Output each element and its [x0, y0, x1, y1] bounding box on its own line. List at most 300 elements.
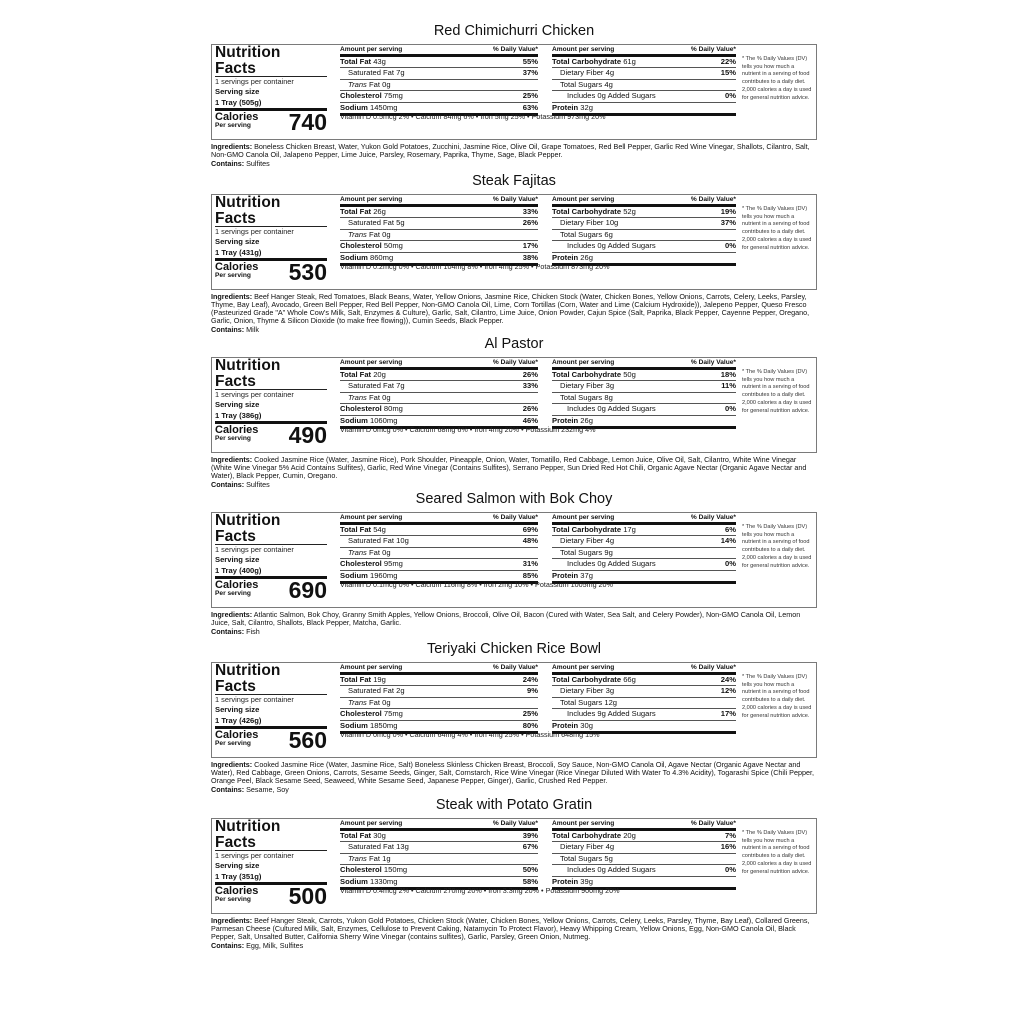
- fiber-value: 4g: [605, 68, 615, 78]
- total-carb-value: 61g: [623, 57, 636, 66]
- fat-label: Fat: [368, 547, 380, 557]
- saturated-fat-value: 2g: [396, 686, 405, 696]
- added-sugars-value: 9g: [597, 709, 606, 719]
- total-carb-value: 50g: [623, 370, 636, 379]
- cholesterol-dv: 50%: [522, 865, 538, 875]
- protein-label: Protein: [552, 570, 579, 580]
- contains-value: Sulfites: [246, 480, 270, 489]
- saturated-fat-label: Saturated Fat: [348, 218, 395, 228]
- cholesterol-label: Cholesterol: [340, 865, 382, 875]
- ingredients-label: Ingredients:: [211, 142, 253, 151]
- total-carb-value: 17g: [623, 525, 636, 534]
- protein-label: Protein: [552, 415, 579, 425]
- contains-label: Contains:: [211, 159, 245, 168]
- ingredients-text: [211, 917, 817, 941]
- serving-size-value: 1 Tray (386g): [215, 410, 327, 424]
- sugars-value: 12g: [604, 697, 618, 707]
- saturated-fat-dv: 67%: [522, 842, 538, 852]
- total-fat-row: [340, 370, 538, 381]
- includes-label: Includes: [567, 404, 596, 414]
- nutrition-heading: Nutrition: [215, 44, 281, 61]
- daily-value-header: % Daily Value*: [690, 664, 736, 671]
- calories-label: Calories: [215, 729, 259, 741]
- total-fat-value: 30g: [373, 831, 386, 840]
- fiber-row: [552, 842, 736, 853]
- carb-column: [552, 46, 736, 116]
- sodium-label: Sodium: [340, 252, 368, 262]
- calories-block: [215, 729, 327, 751]
- total-fat-row: [340, 525, 538, 536]
- meal-title: Red Chimichurri Chicken: [433, 23, 595, 39]
- trans-fat-row: [340, 393, 538, 404]
- total-fat-value: 19g: [373, 675, 386, 684]
- sugars-row: [552, 854, 736, 865]
- carb-column: [552, 820, 736, 890]
- column-header: [340, 664, 538, 675]
- total-carb-label: Total Carbohydrate: [552, 370, 622, 379]
- amount-per-serving-header: Amount per serving: [552, 820, 615, 827]
- per-serving-label: Per serving: [215, 896, 251, 903]
- fat-column: [340, 196, 538, 266]
- saturated-fat-row: [340, 536, 538, 547]
- cholesterol-label: Cholesterol: [340, 559, 382, 569]
- amount-per-serving-header: Amount per serving: [552, 46, 615, 53]
- column-header: [340, 359, 538, 370]
- total-fat-label: Total Fat: [340, 57, 372, 66]
- sodium-dv: 58%: [522, 876, 538, 886]
- fat-label: Fat: [368, 392, 380, 402]
- contains-label: Contains:: [211, 480, 245, 489]
- calories-value: 530: [288, 259, 327, 285]
- fat-label: Fat: [368, 697, 380, 707]
- total-carb-row: [552, 675, 736, 686]
- cholesterol-label: Cholesterol: [340, 709, 382, 719]
- calories-value: 690: [288, 577, 327, 603]
- total-fat-dv: 69%: [522, 525, 538, 534]
- protein-value: 39g: [580, 876, 593, 886]
- cholesterol-dv: 17%: [522, 241, 538, 251]
- sugars-value: 8g: [604, 392, 613, 402]
- sodium-value: 1060mg: [369, 415, 398, 425]
- total-fat-value: 26g: [373, 207, 386, 216]
- amount-per-serving-header: Amount per serving: [552, 664, 615, 671]
- fat-label: Fat: [368, 229, 380, 239]
- total-carb-label: Total Carbohydrate: [552, 57, 622, 66]
- total-carb-dv: 19%: [720, 207, 736, 216]
- sugars-label: Total Sugars: [560, 853, 603, 863]
- carb-column: [552, 514, 736, 584]
- nutrition-facts-panel: [211, 818, 817, 914]
- nutrition-heading: Nutrition: [215, 662, 281, 679]
- sugars-row: [552, 548, 736, 559]
- per-serving-label: Per serving: [215, 122, 251, 129]
- column-header: [552, 664, 736, 675]
- trans-label: Trans: [348, 229, 367, 239]
- fat-label: Fat: [368, 853, 380, 863]
- trans-fat-row: [340, 854, 538, 865]
- serving-size-value: 1 Tray (351g): [215, 871, 327, 885]
- saturated-fat-value: 7g: [396, 68, 405, 78]
- contains-value: Milk: [246, 325, 259, 334]
- calories-label: Calories: [215, 261, 259, 273]
- saturated-fat-label: Saturated Fat: [348, 686, 395, 696]
- total-fat-label: Total Fat: [340, 831, 372, 840]
- contains-value: Sesame, Soy: [246, 785, 289, 794]
- protein-value: 26g: [580, 252, 593, 262]
- total-fat-row: [340, 675, 538, 686]
- facts-header-block: [215, 196, 327, 283]
- added-sugars-label: Added Sugars: [607, 91, 656, 101]
- serving-size-label: Serving size: [215, 87, 260, 96]
- added-sugars-row: [552, 91, 736, 102]
- column-header: [552, 359, 736, 370]
- total-fat-label: Total Fat: [340, 525, 372, 534]
- cholesterol-dv: 25%: [522, 709, 538, 719]
- sugars-label: Total Sugars: [560, 229, 603, 239]
- calories-block: [215, 424, 327, 446]
- serving-size-label: Serving size: [215, 861, 260, 870]
- ingredients-label: Ingredients:: [211, 760, 253, 769]
- contains-value: Sulfites: [246, 159, 270, 168]
- trans-label: Trans: [348, 853, 367, 863]
- facts-heading: Facts: [215, 62, 327, 78]
- facts-header-block: [215, 46, 327, 133]
- sugars-label: Total Sugars: [560, 392, 603, 402]
- carb-column: [552, 359, 736, 429]
- trans-fat-value: 0g: [382, 392, 391, 402]
- cholesterol-value: 95mg: [383, 559, 403, 569]
- allergens-text: [211, 480, 817, 489]
- contains-value: Fish: [246, 627, 260, 636]
- added-sugars-value: 0g: [597, 241, 606, 251]
- daily-value-header: % Daily Value*: [690, 359, 736, 366]
- added-sugars-label: Added Sugars: [607, 709, 656, 719]
- daily-value-footnote: * The % Daily Values (DV) tells you how much a nutrient in a serving of food contributes to a daily diet. 2,000 calories a day is used for general nutrition advice.: [742, 206, 812, 251]
- total-fat-row: [340, 207, 538, 218]
- ingredients-value: Boneless Chicken Breast, Water, Yukon Gold Potatoes, Zucchini, Jasmine Rice, Olive Oil, Grape Tomatoes, Red Bell Pepper, Garlic Red Wine Vinegar, Shallots, Cilantro, Salt, Non-GMO Canola Oil, Jalapeno Pepper, Lime Juice, Parsley, Rosemary, Paprika, Thyme, Sage, Black Pepper.: [211, 142, 810, 159]
- sugars-value: 6g: [604, 229, 613, 239]
- meal-section: [211, 796, 817, 950]
- sodium-label: Sodium: [340, 415, 368, 425]
- total-fat-value: 20g: [373, 370, 386, 379]
- protein-value: 30g: [580, 720, 593, 730]
- total-fat-dv: 33%: [522, 207, 538, 216]
- total-carb-row: [552, 831, 736, 842]
- column-header: [340, 46, 538, 57]
- fiber-label: Dietary Fiber: [560, 381, 604, 391]
- trans-fat-value: 0g: [382, 229, 391, 239]
- sugars-label: Total Sugars: [560, 547, 603, 557]
- calories-block: [215, 579, 327, 601]
- added-sugars-label: Added Sugars: [607, 404, 656, 414]
- column-header: [340, 196, 538, 207]
- cholesterol-label: Cholesterol: [340, 241, 382, 251]
- sugars-row: [552, 698, 736, 709]
- calories-label: Calories: [215, 885, 259, 897]
- cholesterol-row: [340, 91, 538, 102]
- protein-value: 26g: [580, 415, 593, 425]
- amount-per-serving-header: Amount per serving: [552, 359, 615, 366]
- sodium-label: Sodium: [340, 720, 368, 730]
- total-carb-label: Total Carbohydrate: [552, 831, 622, 840]
- column-header: [340, 820, 538, 831]
- ingredients-label: Ingredients:: [211, 916, 253, 925]
- daily-value-header: % Daily Value*: [690, 514, 736, 521]
- sodium-value: 1330mg: [369, 876, 398, 886]
- saturated-fat-dv: 33%: [522, 381, 538, 391]
- includes-label: Includes: [567, 241, 596, 251]
- calories-value: 490: [288, 422, 327, 448]
- trans-fat-value: 0g: [382, 547, 391, 557]
- saturated-fat-row: [340, 68, 538, 79]
- cholesterol-label: Cholesterol: [340, 404, 382, 414]
- saturated-fat-label: Saturated Fat: [348, 381, 395, 391]
- saturated-fat-label: Saturated Fat: [348, 68, 395, 78]
- protein-label: Protein: [552, 876, 579, 886]
- nutrition-facts-panel: [211, 662, 817, 758]
- cholesterol-dv: 31%: [522, 559, 538, 569]
- calories-label: Calories: [215, 424, 259, 436]
- nutrition-facts-panel: [211, 194, 817, 290]
- fiber-dv: 14%: [720, 536, 736, 546]
- daily-value-header: % Daily Value*: [492, 196, 538, 203]
- ingredients-text: [211, 761, 817, 785]
- protein-value: 32g: [580, 102, 593, 112]
- serving-size-value: 1 Tray (431g): [215, 247, 327, 261]
- protein-label: Protein: [552, 720, 579, 730]
- fiber-dv: 12%: [720, 686, 736, 696]
- vitamins-minerals-line: Vitamin D 0.1mcg 0% • Calcium 116mg 8% • Iron 2mg 10% • Potassium 1005mg 20%: [340, 580, 613, 589]
- calories-value: 740: [288, 109, 327, 135]
- daily-value-header: % Daily Value*: [492, 664, 538, 671]
- saturated-fat-row: [340, 218, 538, 229]
- facts-header-block: [215, 820, 327, 907]
- added-sugars-value: 0g: [597, 404, 606, 414]
- trans-fat-value: 0g: [382, 79, 391, 89]
- total-fat-label: Total Fat: [340, 675, 372, 684]
- servings-per-container: 1 servings per container: [215, 545, 294, 554]
- calories-block: [215, 261, 327, 283]
- meal-title: Teriyaki Chicken Rice Bowl: [426, 641, 602, 657]
- facts-header-block: [215, 514, 327, 601]
- added-sugars-row: [552, 241, 736, 252]
- total-carb-value: 20g: [623, 831, 636, 840]
- added-sugars-dv: 0%: [725, 91, 736, 101]
- meal-title: Steak Fajitas: [472, 173, 556, 189]
- saturated-fat-label: Saturated Fat: [348, 536, 395, 546]
- total-carb-dv: 18%: [720, 370, 736, 379]
- serving-size-value: 1 Tray (426g): [215, 715, 327, 729]
- ingredients-value: Beef Hanger Steak, Carrots, Yukon Gold Potatoes, Chicken Stock (Water, Chicken Bones, Yellow Onions, Carrots, Celery, Leeks, Parsley, Thyme, Bay Leaf), Collared Greens, Parmesan Cheese (Cultured Milk, Salt, Enzymes, Cellulose to Prevent Caking, Natamycin To Protect Flavor), Heavy Whipping Cream, Yellow Onions, Egg, Non-GMO Canola Oil, Black Pepper, Salt, Unsalted Butter, California Sherry Wine Vinegar (contains sulfites), Garlic, Parsley, Green Onion, Nutmeg.: [211, 916, 810, 941]
- facts-heading: Facts: [215, 530, 327, 546]
- per-serving-label: Per serving: [215, 272, 251, 279]
- fat-column: [340, 664, 538, 734]
- saturated-fat-value: 13g: [396, 842, 409, 852]
- trans-label: Trans: [348, 79, 367, 89]
- facts-heading: Facts: [215, 375, 327, 391]
- saturated-fat-dv: 26%: [522, 218, 538, 228]
- sodium-dv: 85%: [522, 570, 538, 580]
- nutrition-facts-panel: [211, 512, 817, 608]
- ingredients-label: Ingredients:: [211, 610, 253, 619]
- cholesterol-row: [340, 865, 538, 876]
- serving-size-value: 1 Tray (400g): [215, 565, 327, 579]
- trans-label: Trans: [348, 697, 367, 707]
- fiber-row: [552, 686, 736, 697]
- total-carb-dv: 22%: [720, 57, 736, 66]
- total-carb-label: Total Carbohydrate: [552, 675, 622, 684]
- nutrition-facts-panel: [211, 44, 817, 140]
- trans-fat-row: [340, 698, 538, 709]
- fiber-value: 3g: [605, 686, 615, 696]
- calories-label: Calories: [215, 579, 259, 591]
- saturated-fat-row: [340, 686, 538, 697]
- total-carb-value: 52g: [623, 207, 636, 216]
- protein-label: Protein: [552, 252, 579, 262]
- fiber-value: 3g: [605, 381, 615, 391]
- amount-per-serving-header: Amount per serving: [340, 820, 403, 827]
- ingredients-text: [211, 143, 817, 159]
- added-sugars-row: [552, 709, 736, 720]
- contains-value: Egg, Milk, Sulfites: [246, 941, 304, 950]
- daily-value-header: % Daily Value*: [690, 820, 736, 827]
- daily-value-header: % Daily Value*: [690, 46, 736, 53]
- sodium-value: 1850mg: [369, 720, 398, 730]
- cholesterol-dv: 25%: [522, 91, 538, 101]
- column-header: [552, 46, 736, 57]
- total-carb-row: [552, 207, 736, 218]
- protein-label: Protein: [552, 102, 579, 112]
- facts-heading: Facts: [215, 836, 327, 852]
- allergens-text: [211, 941, 817, 950]
- vitamins-minerals-line: Vitamin D 0.4mcg 2% • Calcium 270mg 20% • Iron 3.3mg 20% • Potassium 900mg 20%: [340, 886, 620, 895]
- total-carb-label: Total Carbohydrate: [552, 207, 622, 216]
- total-carb-value: 66g: [623, 675, 636, 684]
- cholesterol-value: 80mg: [383, 404, 403, 414]
- daily-value-footnote: * The % Daily Values (DV) tells you how much a nutrient in a serving of food contributes to a daily diet. 2,000 calories a day is used for general nutrition advice.: [742, 524, 812, 569]
- calories-value: 560: [288, 727, 327, 753]
- added-sugars-row: [552, 559, 736, 570]
- ingredients-text: [211, 293, 817, 325]
- daily-value-footnote: * The % Daily Values (DV) tells you how much a nutrient in a serving of food contributes to a daily diet. 2,000 calories a day is used for general nutrition advice.: [742, 369, 812, 414]
- serving-size-label: Serving size: [215, 400, 260, 409]
- daily-value-header: % Daily Value*: [492, 359, 538, 366]
- saturated-fat-value: 10g: [396, 536, 409, 546]
- calories-block: [215, 885, 327, 907]
- trans-fat-row: [340, 80, 538, 91]
- cholesterol-row: [340, 709, 538, 720]
- amount-per-serving-header: Amount per serving: [340, 359, 403, 366]
- serving-size-label: Serving size: [215, 705, 260, 714]
- sodium-dv: 80%: [522, 720, 538, 730]
- contains-label: Contains:: [211, 785, 245, 794]
- per-serving-label: Per serving: [215, 435, 251, 442]
- added-sugars-row: [552, 404, 736, 415]
- fat-label: Fat: [368, 79, 380, 89]
- total-carb-row: [552, 525, 736, 536]
- column-header: [340, 514, 538, 525]
- sodium-label: Sodium: [340, 876, 368, 886]
- total-fat-label: Total Fat: [340, 207, 372, 216]
- amount-per-serving-header: Amount per serving: [552, 514, 615, 521]
- ingredients-label: Ingredients:: [211, 292, 253, 301]
- added-sugars-label: Added Sugars: [607, 241, 656, 251]
- total-fat-dv: 26%: [522, 370, 538, 379]
- nutrition-heading: Nutrition: [215, 512, 281, 529]
- cholesterol-label: Cholesterol: [340, 91, 382, 101]
- amount-per-serving-header: Amount per serving: [340, 514, 403, 521]
- added-sugars-dv: 0%: [725, 241, 736, 251]
- fiber-label: Dietary Fiber: [560, 842, 604, 852]
- total-fat-label: Total Fat: [340, 370, 372, 379]
- amount-per-serving-header: Amount per serving: [340, 46, 403, 53]
- trans-fat-value: 1g: [382, 853, 391, 863]
- serving-size-label: Serving size: [215, 237, 260, 246]
- servings-per-container: 1 servings per container: [215, 695, 294, 704]
- daily-value-footnote: * The % Daily Values (DV) tells you how much a nutrient in a serving of food contributes to a daily diet. 2,000 calories a day is used for general nutrition advice.: [742, 674, 812, 719]
- fiber-label: Dietary Fiber: [560, 68, 604, 78]
- vitamins-minerals-line: Vitamin D 0.5mcg 2% • Calcium 84mg 6% • Iron 5mg 25% • Potassium 973mg 20%: [340, 112, 606, 121]
- sugars-label: Total Sugars: [560, 79, 603, 89]
- nutrition-heading: Nutrition: [215, 194, 281, 211]
- includes-label: Includes: [567, 709, 596, 719]
- sodium-dv: 63%: [522, 102, 538, 112]
- cholesterol-value: 150mg: [383, 865, 408, 875]
- facts-heading: Facts: [215, 680, 327, 696]
- total-carb-dv: 6%: [725, 525, 736, 534]
- nutrition-heading: Nutrition: [215, 818, 281, 835]
- vitamins-minerals-line: Vitamin D 0.2mcg 0% • Calcium 104mg 8% • Iron 4mg 25% • Potassium 873mg 20%: [340, 262, 610, 271]
- trans-fat-row: [340, 230, 538, 241]
- daily-value-header: % Daily Value*: [492, 820, 538, 827]
- contains-label: Contains:: [211, 325, 245, 334]
- ingredients-value: Cooked Jasmine Rice (Water, Jasmine Rice, Salt) Boneless Skinless Chicken Breast, Broccoli, Soy Sauce, Non-GMO Canola Oil, Agave Nectar (Organic Agave Nectar and Water), Red Cabbage, Green Onions, Carrots, Sesame Seeds, Ginger, Salt, Cornstarch, Rice Wine Vinegar (Rice Vinegar Diluted With Water To 4.3% Acidity), Togarashi Spice (Chili Pepper, Orange Peel, Black Sesame Seed, Seaweed, White Sesame Seed, Japanese Pepper, Ginger), Garlic, Crushed Red Pepper.: [211, 760, 814, 785]
- sodium-label: Sodium: [340, 102, 368, 112]
- fiber-value: 4g: [605, 536, 615, 546]
- added-sugars-value: 0g: [597, 91, 606, 101]
- added-sugars-dv: 0%: [725, 404, 736, 414]
- sugars-label: Total Sugars: [560, 697, 603, 707]
- vitamins-minerals-line: Vitamin D 0mcg 0% • Calcium 64mg 4% • Iron 4mg 25% • Potassium 648mg 15%: [340, 730, 600, 739]
- calories-value: 500: [288, 883, 327, 909]
- fiber-row: [552, 536, 736, 547]
- contains-label: Contains:: [211, 941, 245, 950]
- amount-per-serving-header: Amount per serving: [552, 196, 615, 203]
- added-sugars-label: Added Sugars: [607, 865, 656, 875]
- total-fat-dv: 39%: [522, 831, 538, 840]
- trans-label: Trans: [348, 392, 367, 402]
- total-fat-value: 43g: [373, 57, 386, 66]
- per-serving-label: Per serving: [215, 740, 251, 747]
- cholesterol-dv: 26%: [522, 404, 538, 414]
- protein-value: 37g: [580, 570, 593, 580]
- column-header: [552, 196, 736, 207]
- carb-column: [552, 196, 736, 266]
- saturated-fat-label: Saturated Fat: [348, 842, 395, 852]
- allergens-text: [211, 785, 817, 794]
- total-fat-row: [340, 831, 538, 842]
- serving-size-value: 1 Tray (505g): [215, 97, 327, 111]
- fiber-dv: 15%: [720, 68, 736, 78]
- meal-section: [211, 22, 817, 168]
- sodium-dv: 38%: [522, 252, 538, 262]
- column-header: [552, 820, 736, 831]
- saturated-fat-dv: 48%: [522, 536, 538, 546]
- added-sugars-row: [552, 865, 736, 876]
- saturated-fat-value: 7g: [396, 381, 405, 391]
- total-fat-dv: 24%: [522, 675, 538, 684]
- fiber-dv: 37%: [720, 218, 736, 228]
